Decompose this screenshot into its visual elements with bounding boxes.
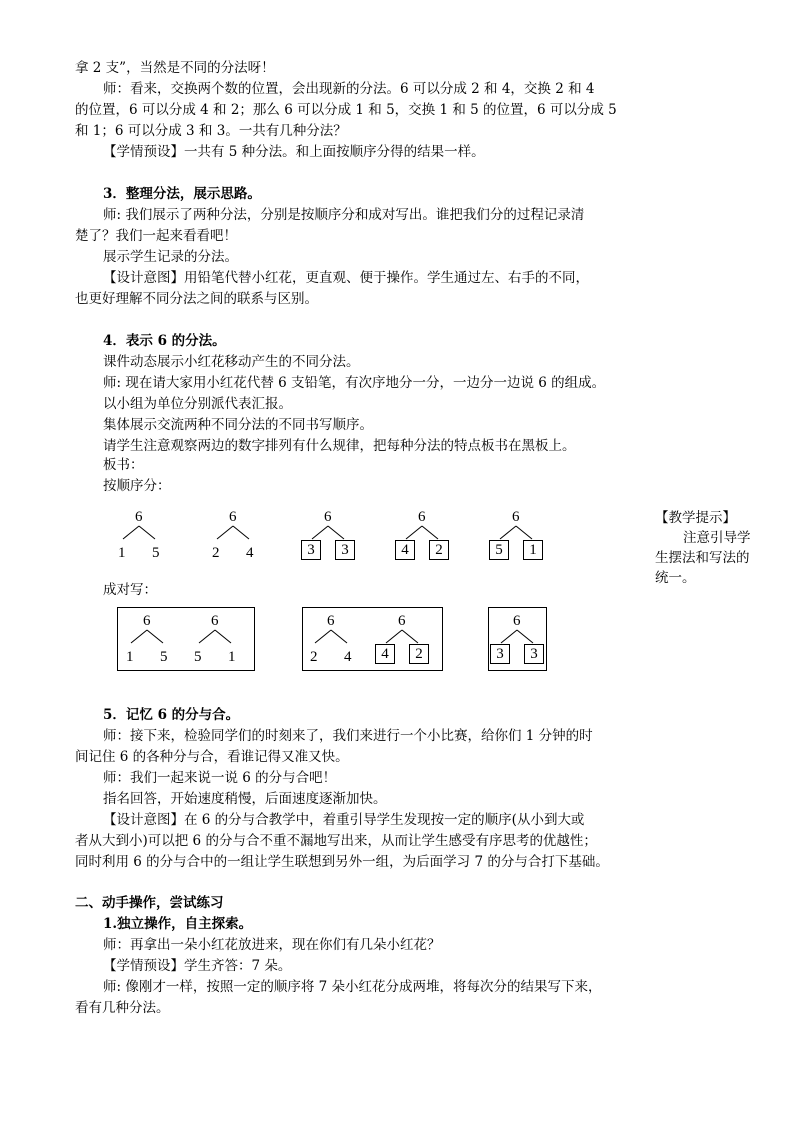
text-line: 师：接下来，检验同学们的时刻来了，我们来进行一个小比赛，给你们 1 分钟的时: [103, 728, 593, 744]
diagram-part: 3: [335, 540, 355, 560]
sidebar-text: 统一。: [655, 570, 696, 586]
text-line: 师: 现在请大家用小红花代替 6 支铅笔，有次序地分一分，一边分一边说 6 的组成。: [103, 375, 606, 391]
text-line: 板书：: [103, 457, 144, 473]
diagram-part: 1: [523, 540, 543, 560]
fork-lines: [385, 630, 419, 644]
sidebar-title: 【教学提示】: [655, 510, 736, 526]
text-line: 指名回答，开始速度稍慢，后面速度逐渐加快。: [103, 791, 387, 807]
text-line: 师：我们一起来说一说 6 的分与合吧！: [103, 770, 337, 786]
diagram-total: 6: [229, 509, 237, 525]
diagram-part: 5: [160, 649, 168, 665]
fork-lines: [314, 630, 348, 644]
diagram-part: 2: [429, 540, 449, 560]
fork-lines: [311, 526, 345, 540]
text-line: 按顺序分：: [103, 478, 171, 494]
diagram-total: 6: [143, 613, 151, 629]
text-line: 【学情预设】一共有 5 种分法。和上面按顺序分得的结果一样。: [103, 144, 485, 160]
fork-lines: [216, 526, 250, 540]
text-line: 请学生注意观察两边的数字排列有什么规律，把每种分法的特点板书在黑板上。: [103, 438, 576, 454]
sidebar-text: 生摆法和写法的: [655, 550, 750, 566]
text-line: 集体展示交流两种不同分法的不同书写顺序。: [103, 417, 373, 433]
text-line: 师：看来，交换两个数的位置，会出现新的分法。6 可以分成 2 和 4，交换 2 和 4: [103, 81, 595, 97]
text-line: 的位置，6 可以分成 4 和 2；那么 6 可以分成 1 和 5，交换 1 和 5 的位置，6 可以分成 5: [75, 102, 617, 118]
diagram-part: 4: [344, 649, 352, 665]
text-line: 和 1；6 可以分成 3 和 3。一共有几种分法？: [75, 123, 347, 139]
diagram-part: 3: [524, 644, 544, 664]
diagram-total: 6: [327, 613, 335, 629]
diagram-part: 5: [489, 540, 509, 560]
text-line: 者从大到小)可以把 6 的分与合不重不漏地写出来，从而让学生感受有序思考的优越性；: [75, 833, 597, 849]
diagram-part: 2: [212, 545, 220, 561]
text-line: 以小组为单位分别派代表汇报。: [103, 396, 292, 412]
text-line: 展示学生记录的分法。: [103, 249, 238, 265]
section-heading: 5．记忆 6 的分与合。: [103, 707, 240, 723]
fork-lines: [405, 526, 439, 540]
diagram-total: 6: [135, 509, 143, 525]
text-line: 【设计意图】在 6 的分与合教学中，着重引导学生发现按一定的顺序(从小到大或: [103, 812, 585, 828]
diagram-part: 4: [246, 545, 254, 561]
text-line: 【设计意图】用铅笔代替小红花，更直观、便于操作。学生通过左、右手的不同，: [103, 270, 589, 286]
text-line: 间记住 6 的各种分与合，看谁记得又准又快。: [75, 749, 349, 765]
text-line: 课件动态展示小红花移动产生的不同分法。: [103, 354, 360, 370]
diagram-part: 2: [409, 644, 429, 664]
text-line: 也更好理解不同分法之间的联系与区别。: [75, 291, 318, 307]
diagram-part: 1: [228, 649, 236, 665]
text-line: 师: 我们展示了两种分法，分别是按顺序分和成对写出。谁把我们分的过程记录清: [103, 207, 585, 223]
section-heading: 二、动手操作，尝试练习: [75, 895, 224, 911]
diagram-part: 4: [375, 644, 395, 664]
fork-lines: [122, 526, 156, 540]
text-line: 成对写：: [103, 582, 157, 598]
diagram-part: 3: [301, 540, 321, 560]
subsection-heading: 1.独立操作，自主探索。: [103, 916, 253, 932]
fork-lines: [198, 630, 232, 644]
section-heading: 3．整理分法，展示思路。: [103, 186, 261, 202]
text-line: 看有几种分法。: [75, 1000, 170, 1016]
diagram-total: 6: [418, 509, 426, 525]
diagram-part: 2: [310, 649, 318, 665]
diagram-total: 6: [211, 613, 219, 629]
diagram-part: 1: [126, 649, 134, 665]
diagram-part: 5: [152, 545, 160, 561]
text-line: 同时利用 6 的分与合中的一组让学生联想到另外一组，为后面学习 7 的分与合打下基础。: [75, 854, 609, 870]
section-heading: 4．表示 6 的分法。: [103, 333, 226, 349]
text-line: 师: 像刚才一样，按照一定的顺序将 7 朵小红花分成两堆，将每次分的结果写下来，: [103, 979, 602, 995]
diagram-total: 6: [398, 613, 406, 629]
diagram-part: 4: [395, 540, 415, 560]
text-line: 楚了？我们一起来看看吧！: [75, 228, 237, 244]
text-line: 师：再拿出一朵小红花放进来，现在你们有几朵小红花？: [103, 937, 441, 953]
diagram-total: 6: [513, 613, 521, 629]
diagram-total: 6: [512, 509, 520, 525]
fork-lines: [130, 630, 164, 644]
diagram-total: 6: [324, 509, 332, 525]
diagram-part: 5: [194, 649, 202, 665]
fork-lines: [500, 630, 534, 644]
diagram-part: 3: [490, 644, 510, 664]
text-line: 拿 2 支”，当然是不同的分法呀！: [75, 60, 275, 76]
diagram-part: 1: [118, 545, 126, 561]
fork-lines: [499, 526, 533, 540]
text-line: 【学情预设】学生齐答：7 朵。: [103, 958, 292, 974]
sidebar-text: 注意引导学: [683, 530, 751, 546]
